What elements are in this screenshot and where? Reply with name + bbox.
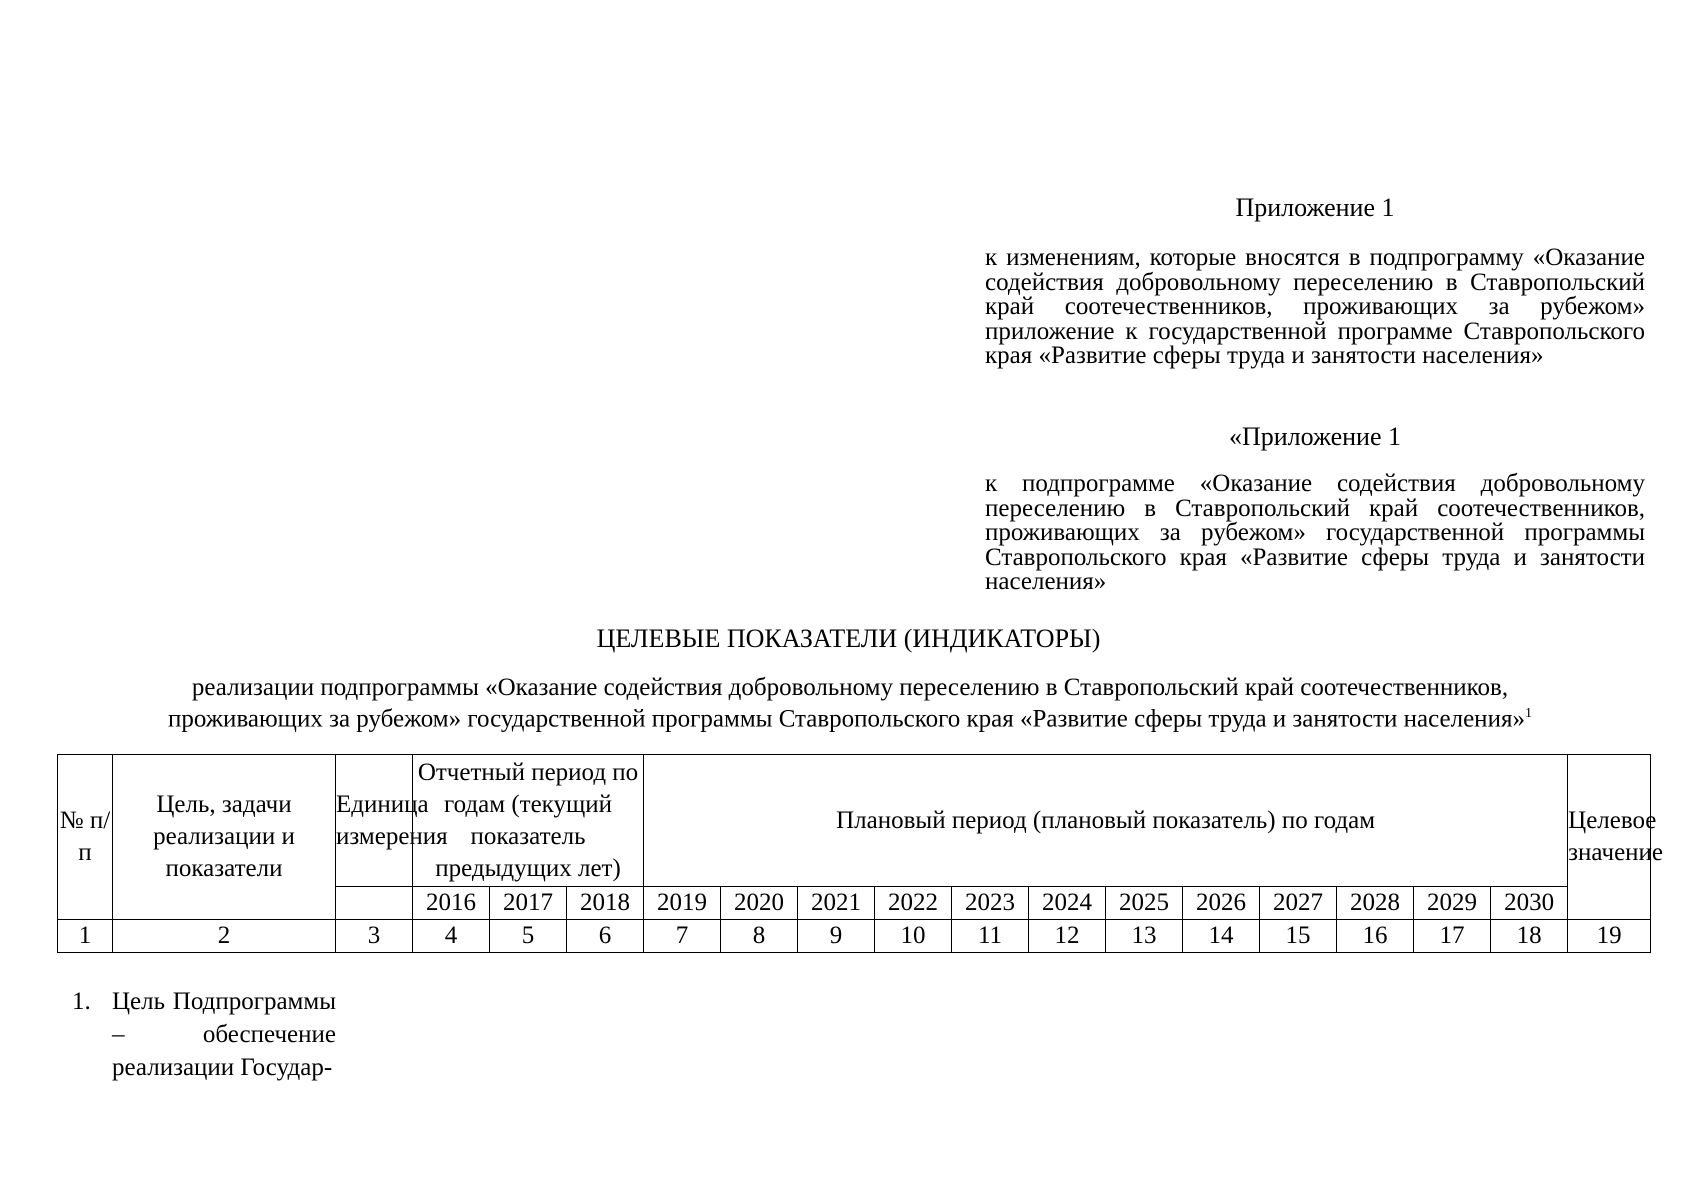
column-number: 17 <box>1414 920 1491 953</box>
column-number: 15 <box>1260 920 1337 953</box>
year-cell: 2016 <box>413 887 490 920</box>
column-number: 2 <box>113 920 336 953</box>
document-title: ЦЕЛЕВЫЕ ПОКАЗАТЕЛИ (ИНДИКАТОРЫ) <box>596 624 1101 653</box>
header-goal: Цель, задачи реализации и показатели <box>113 755 336 920</box>
row-text: Цель Подпрограммы – обеспечение реализации Государ- <box>112 988 336 1081</box>
column-number: 7 <box>644 920 721 953</box>
column-number: 16 <box>1337 920 1414 953</box>
year-cell: 2024 <box>1029 887 1106 920</box>
column-number: 10 <box>875 920 952 953</box>
column-number: 4 <box>413 920 490 953</box>
year-cell: 2026 <box>1183 887 1260 920</box>
year-cell: 2021 <box>798 887 875 920</box>
column-number: 1 <box>58 920 113 953</box>
column-number: 18 <box>1491 920 1568 953</box>
header-num: № п/п <box>58 755 113 920</box>
year-cell: 2018 <box>567 887 644 920</box>
column-number: 8 <box>721 920 798 953</box>
column-number: 19 <box>1568 920 1651 953</box>
indicators-table <box>57 754 1664 953</box>
subtitle-line-2: проживающих за рубежом» государственной программы Ставропольского края «Развитие сферы труда и занятости населения» <box>168 705 1525 733</box>
column-numbers-row <box>58 920 1651 953</box>
column-number: 3 <box>336 920 413 953</box>
header-reporting: Отчетный период по годам (текущий показатель предыдущих лет) <box>413 755 644 887</box>
column-number: 5 <box>490 920 567 953</box>
row-number: 1. <box>72 988 91 1015</box>
year-cell: 2022 <box>875 887 952 920</box>
column-number: 6 <box>567 920 644 953</box>
header-unit: Единица измерения <box>336 755 413 887</box>
year-cell: 2020 <box>721 887 798 920</box>
header-unit-cont <box>336 887 413 920</box>
year-cell: 2028 <box>1337 887 1414 920</box>
year-cell: 2029 <box>1414 887 1491 920</box>
year-cell: 2023 <box>952 887 1029 920</box>
footnote-mark: 1 <box>1524 706 1532 721</box>
column-number: 14 <box>1183 920 1260 953</box>
year-cell: 2030 <box>1491 887 1568 920</box>
table-header-row <box>58 755 1651 887</box>
appendix2-text: к подпрограмме «Оказание содействия добровольному переселению в Ставропольский край соотечественников, проживающих за рубежом» государственной программы Ставропольского края «Развитие сферы труда и занятости населения» <box>985 470 1645 595</box>
year-cell: 2019 <box>644 887 721 920</box>
column-number: 11 <box>952 920 1029 953</box>
column-number: 12 <box>1029 920 1106 953</box>
column-number: 13 <box>1106 920 1183 953</box>
appendix2-title: «Приложение 1 <box>1228 422 1402 451</box>
year-cell: 2027 <box>1260 887 1337 920</box>
year-cell: 2025 <box>1106 887 1183 920</box>
year-cell: 2017 <box>490 887 567 920</box>
column-number: 9 <box>798 920 875 953</box>
header-planned: Плановый период (плановый показатель) по годам <box>644 755 1568 887</box>
appendix-title: Приложение 1 <box>1235 193 1395 222</box>
header-target: Целевое значение <box>1568 755 1651 920</box>
document-subtitle <box>60 675 1640 732</box>
subtitle-line-1: реализации подпрограммы «Оказание содействия добровольному переселению в Ставропольский край соотечественников, <box>191 674 1509 701</box>
appendix-text: к изменениям, которые вносятся в подпрограмму «Оказание содействия добровольному переселению в Ставропольский край соотечественников, проживающих за рубежом» приложение к государственной программе Ставропольского края «Развитие сферы труда и занятости населения» <box>985 244 1645 369</box>
